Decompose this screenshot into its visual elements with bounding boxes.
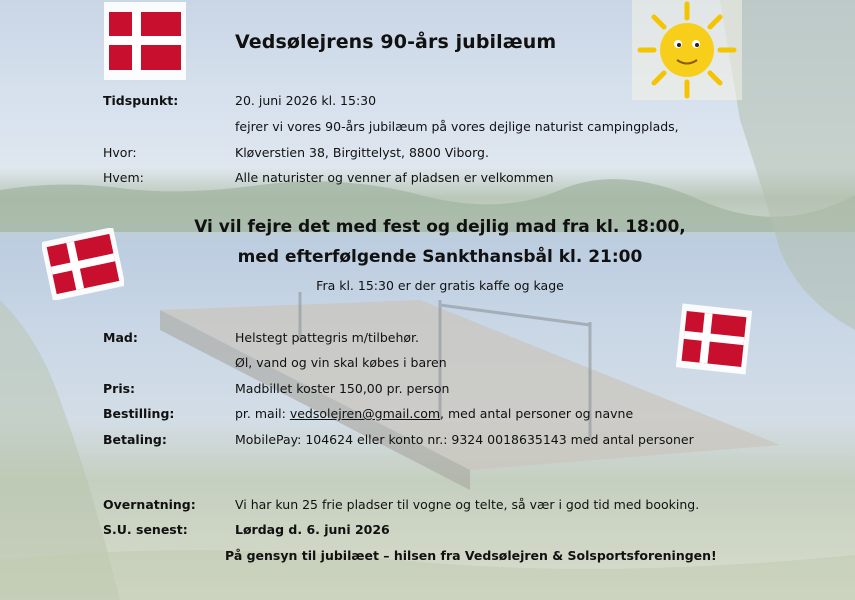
value-hvem: Alle naturister og venner af pladsen er velkommen <box>235 170 554 185</box>
label-mad: Mad: <box>103 330 138 345</box>
label-betaling: Betaling: <box>103 432 167 447</box>
page-title: Vedsølejrens 90-års jubilæum <box>235 31 557 53</box>
danish-flag-icon <box>104 2 186 80</box>
label-hvem: Hvem: <box>103 170 144 185</box>
danish-flag-icon <box>676 302 752 376</box>
email-link[interactable]: vedsolejren@gmail.com <box>289 406 441 421</box>
bestilling-suffix: , med antal personer og navne <box>440 406 634 421</box>
value-hvor: Kløverstien 38, Birgittelyst, 8800 Viborg. <box>235 145 489 160</box>
value-su: Lørdag d. 6. juni 2026 <box>235 522 390 537</box>
label-hvor: Hvor: <box>103 145 137 160</box>
highlight-sankthans: med efterfølgende Sankthansbål kl. 21:00 <box>237 247 643 267</box>
label-overnatning: Overnatning: <box>103 497 196 512</box>
label-pris: Pris: <box>103 381 136 396</box>
value-betaling: MobilePay: 104624 eller konto nr.: 9324 0018635143 med antal personer <box>235 432 694 447</box>
bestilling-prefix: pr. mail: <box>235 406 290 421</box>
value-fejring: fejrer vi vores 90-års jubilæum på vores dejlige naturist campingplads, <box>235 119 679 134</box>
value-pris: Madbillet koster 150,00 pr. person <box>235 381 450 396</box>
highlight-kaffe: Fra kl. 15:30 er der gratis kaffe og kage <box>316 278 564 293</box>
closing-greeting: På gensyn til jubilæet – hilsen fra Vedsølejren & Solsportsforeningen! <box>225 548 717 563</box>
sun-icon <box>632 0 742 100</box>
label-tidspunkt: Tidspunkt: <box>103 93 179 108</box>
value-mad-drikke: Øl, vand og vin skal købes i baren <box>235 355 447 370</box>
value-tidspunkt: 20. juni 2026 kl. 15:30 <box>235 93 377 108</box>
value-mad: Helstegt pattegris m/tilbehør. <box>235 330 419 345</box>
value-overnatning: Vi har kun 25 frie pladser til vogne og telte, så vær i god tid med booking. <box>235 497 700 512</box>
label-su: S.U. senest: <box>103 522 188 537</box>
label-bestilling: Bestilling: <box>103 406 175 421</box>
highlight-fest: Vi vil fejre det med fest og dejlig mad fra kl. 18:00, <box>194 217 686 237</box>
value-bestilling <box>235 406 633 421</box>
